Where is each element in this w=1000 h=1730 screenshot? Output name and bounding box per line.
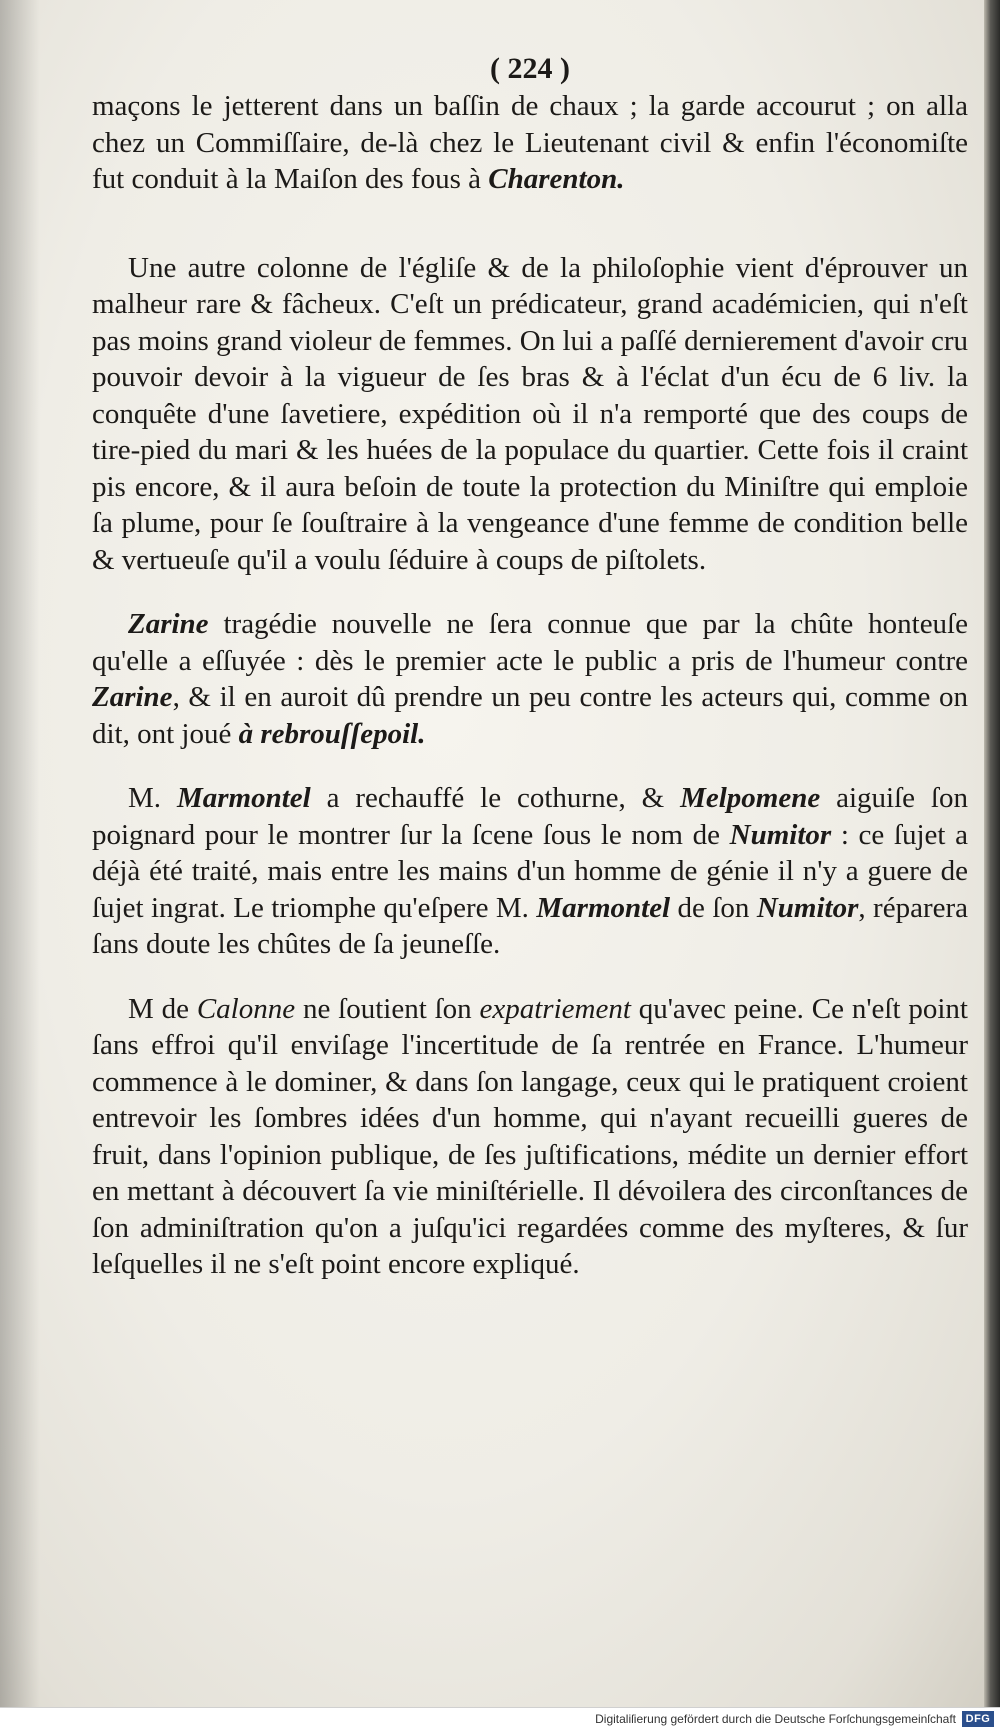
italic-text: Charenton.	[488, 163, 625, 195]
text-run: qu'avec peine. Ce n'eſt point ſans effroi qu'il enviſage l'incertitude de ſa rentrée en France. L'humeur commence à le dominer, & dans ſon langage, ceux qui le pratiquent croient entrevoir les ſombres idées d'un homme, qui n'ayant recueilli gueres de fruit, dans l'opinion publique, de ſes juſtifications, médite un dernier effort en mettant à découvert ſa vie miniſtérielle. Il dévoilera des circonſtances de ſon adminiſtration qu'on a juſqu'ici regardées comme des myſteres, & ſur leſquelles il ne s'eſt point encore expliqué.	[92, 992, 968, 1280]
italic-text: Zarine	[92, 681, 173, 713]
text-run: M de	[128, 992, 197, 1025]
text-run: aiguiſe ſon poignard pour le montrer ſur la ſcene ſous le nom de	[92, 782, 968, 851]
italic-text: Numitor	[756, 891, 859, 924]
page-edge	[984, 0, 1000, 1730]
italic-text: Melpomene	[680, 782, 821, 814]
italic-text: Marmontel	[176, 782, 311, 814]
page-number: ( 224 )	[490, 52, 570, 85]
italic-text: Zarine	[128, 608, 209, 640]
gutter-shadow	[0, 0, 40, 1722]
italic-text: expatriement	[479, 992, 631, 1025]
text-run: : ce ſujet a déjà été traité, mais entre les mains d'un homme de génie il n'y a guere de ſujet ingrat. Le triomphe qu'eſpere M.	[92, 818, 968, 924]
text-run: Une autre colonne de l'égliſe & de la philoſophie vient d'éprouver un malheur rare & fâcheux. C'eſt un prédicateur, grand académicien, qui n'eſt pas moins grand violeur de femmes. On lui a paſſé dernierement d'avoir cru pouvoir devoir à la vigueur de ſes bras & à l'éclat d'un écu de 6 liv. la conquête d'une ſavetiere, expédition où il n'a remporté que des coups de tire-pied du mari & les huées de la populace du quartier. Cette fois il craint pis encore, & il aura beſoin de toute la protection du Miniſtre qui emploie ſa plume, pour ſe ſouſtraire à la vengeance d'une femme de condition belle & vertueuſe qu'il a voulu ſéduire à coups de piſtolets.	[92, 251, 968, 576]
digitization-footer	[0, 1707, 1000, 1730]
italic-text: Marmontel	[536, 891, 671, 924]
text-run: maçons le jetterent dans un baſſin de chaux ; la garde accourut ; on alla chez un Commiſſaire, de-là chez le Lieutenant civil & enfin l'économiſte fut conduit à la Maiſon des fous à	[92, 90, 968, 195]
paragraph-5	[92, 991, 968, 1283]
text-run: M.	[128, 782, 177, 814]
paragraph-3	[92, 606, 968, 752]
paragraph-4	[92, 780, 968, 963]
page-text	[92, 50, 968, 1283]
text-run: ne ſoutient ſon	[295, 992, 480, 1025]
text-run: de ſon	[670, 891, 757, 924]
paragraph-2	[92, 250, 968, 579]
dfg-logo: DFG	[962, 1711, 994, 1727]
text-run: a rechauffé le cothurne, &	[310, 782, 681, 814]
paragraph-1	[92, 88, 968, 198]
italic-text: Numitor	[729, 818, 832, 851]
text-run: , réparera ſans doute les chûtes de ſa jeuneſſe.	[92, 891, 969, 960]
text-run: , & il en auroit dû prendre un peu contre les acteurs qui, comme on dit, ont joué	[92, 681, 968, 750]
footer-credit: Digitaliſierung gefördert durch die Deutsche Forſchungsgemeinſchaft	[595, 1712, 956, 1726]
italic-text: à rebrouſſepoil.	[238, 717, 426, 750]
italic-text: Calonne	[196, 992, 296, 1025]
text-run: tragédie nouvelle ne ſera connue que par la chûte honteuſe qu'elle a eſſuyée : dès le premier acte le public a pris de l'humeur contre	[92, 608, 968, 677]
